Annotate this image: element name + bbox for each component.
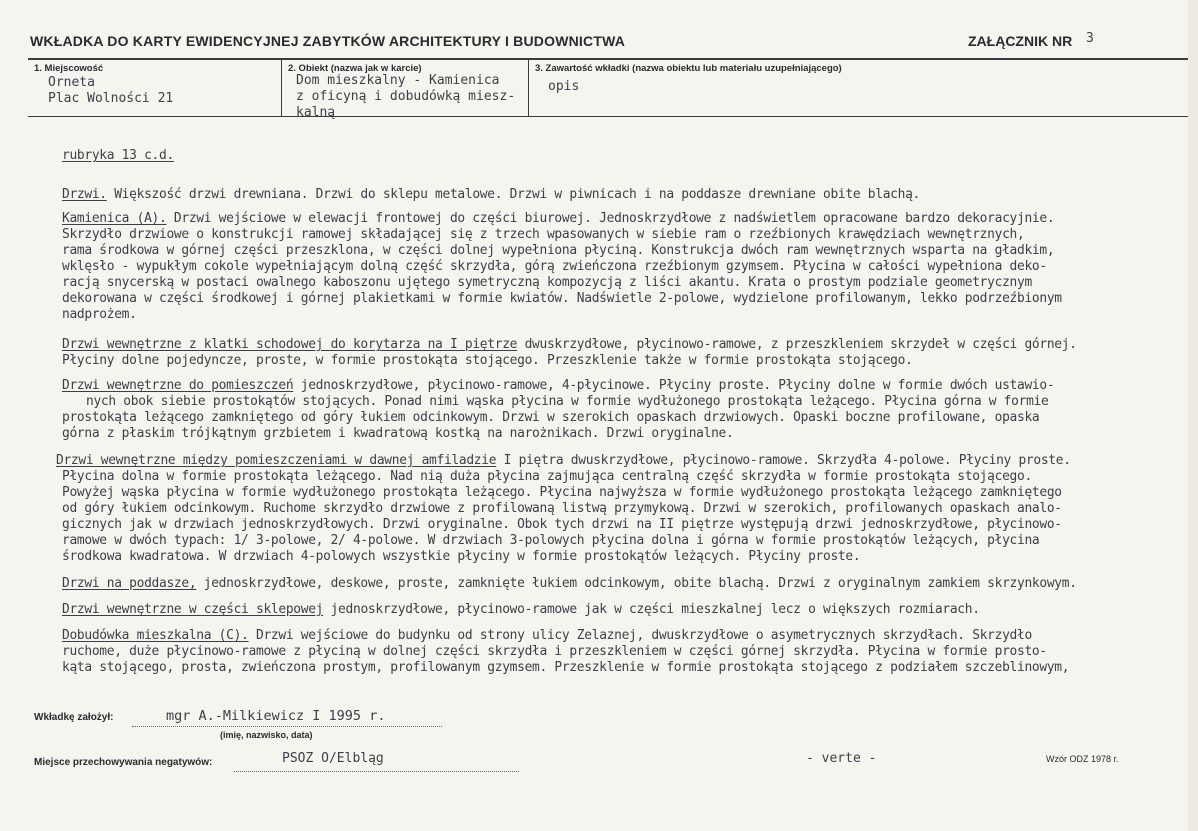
paragraph-annex-head: Dobudówka mieszkalna (C). <box>62 628 249 643</box>
author-hint: (imię, nazwisko, data) <box>220 730 313 740</box>
paragraph-enfilade-line-4: od góry łukiem odcinkowym. Ruchome skrzydło drzwiowe z profilowaną listwą przymykową. Drzwi w szerokich, profilowanych opaskach analo- <box>62 501 1062 516</box>
field-divider-1 <box>281 59 282 116</box>
paragraph-enfilade-text-1: I piętra dwuskrzydłowe, płycinowo-ramowe. Skrzydła 4-polowe. Płyciny proste. <box>496 453 1071 468</box>
place-line1: Orneta <box>48 75 95 90</box>
paragraph-annex-line-2: ruchome, duże płycinowo-ramowe z płyciną w dolnej części skrzydła i przeszkleniem w części górnej skrzydła. Płycina w formie prosto- <box>62 644 1047 659</box>
paragraph-enfilade-head: Drzwi wewnętrzne między pomieszczeniami w dawnej amfiladzie <box>56 453 497 468</box>
paragraph-tenement-line-5: racją snycerską w postaci owalnego kaboszonu ujętego symetryczną kompozycją z liści akantu. Krata o prostym podziale geometrycznym <box>62 275 1032 290</box>
author-value: mgr A.-Milkiewicz I 1995 r. <box>166 708 386 724</box>
paragraph-tenement-line-2: Skrzydło drzwiowe o konstrukcji ramowej składającej się z trzech wpasowanych w siebie ram o rzeźbionych krawędziach wewnętrznych, <box>62 227 1025 242</box>
paragraph-tenement-text-1: Drzwi wejściowe w elewacji frontowej do części biurowej. Jednoskrzydłowe z nadświetlem opracowane bardzo dekoracyjnie. <box>166 211 1055 226</box>
paragraph-staircase-line-1 <box>62 337 1077 352</box>
paragraph-tenement-line-4: wklęsło - wypukłym cokole wypełniającym dolną część skrzydła, górą zwieńczona rzeźbionym gzymsem. Płycina w całości wypełniona deko- <box>62 259 1047 274</box>
storage-label: Miejsce przechowywania negatywów: <box>34 757 213 768</box>
paragraph-staircase-line-2: Płyciny dolne pojedyncze, proste, w formie prostokąta stojącego. Przeszklenie także w formie prostokąta stojącego. <box>62 353 913 368</box>
object-line3: kalną <box>296 105 336 120</box>
paragraph-attic <box>62 576 1077 591</box>
paragraph-doors-text: Większość drzwi drewniana. Drzwi do sklepu metalowe. Drzwi w piwnicach i na poddasze drewniane obite blachą. <box>106 187 920 202</box>
paragraph-attic-head: Drzwi na poddasze, <box>62 576 197 591</box>
paragraph-enfilade-line-7: środkowa kwadratowa. W drzwiach 4-polowych wszystkie płyciny w formie prostokątów leżących. Płyciny proste. <box>62 549 861 564</box>
contents-value: opis <box>548 79 580 94</box>
paragraph-annex-text-1: Drzwi wejściowe do budynku od strony ulicy Zelaznej, dwuskrzydłowe o asymetrycznych skrzydłach. Skrzydło <box>248 628 1032 643</box>
paragraph-tenement-head: Kamienica (A). <box>62 211 167 226</box>
paragraph-enfilade-line-1 <box>56 453 1071 468</box>
object-line2: z oficyną i dobudówką miesz- <box>296 89 516 104</box>
paragraph-staircase-text-1: dwuskrzydłowe, płycinowo-ramowe, z przeszkleniem skrzydeł w części górnej. <box>517 337 1077 352</box>
form-reference: Wzór ODZ 1978 r. <box>1046 754 1119 764</box>
paragraph-rooms-text-1: jednoskrzydłowe, płycinowo-ramowe, 4-płycinowe. Płyciny proste. Płyciny dolne w formie dwóch ustawio- <box>293 378 1055 393</box>
annex-label: ZAŁĄCZNIK NR <box>968 33 1073 49</box>
paragraph-staircase-head: Drzwi wewnętrzne z klatki schodowej do korytarza na I piętrze <box>62 337 518 352</box>
place-label: 1. Miejscowość <box>34 63 104 74</box>
paragraph-rooms-line-3: prostokąta leżącego zamkniętego od góry łukiem odcinkowym. Drzwi w szerokich opaskach drzwiowych. Opaski boczne profilowane, opaska <box>62 410 1040 425</box>
paragraph-tenement-line-6: dekorowana w części środkowej i górnej plakietkami w formie kwiatów. Nadświetle 2-polowe, wydzielone profilowanym, lekko podrzeźbionym <box>62 291 1062 306</box>
paragraph-doors <box>62 187 920 202</box>
storage-dotted-line <box>234 771 519 772</box>
author-dotted-line <box>132 726 442 727</box>
form-title: WKŁADKA DO KARTY EWIDENCYJNEJ ZABYTKÓW ARCHITEKTURY I BUDOWNICTWA <box>30 33 626 49</box>
paragraph-rooms-line-2: nych obok siebie prostokątów stojących. Ponad nimi wąska płycina w formie wydłużonego prostokąta leżącego. Płycina górna w formie <box>86 394 1049 409</box>
card-edge <box>1188 0 1198 831</box>
paragraph-enfilade-line-2: Płycina dolna w formie prostokąta leżącego. Nad nią duża płycina zajmująca centralną część skrzydła w formie prostokąta stojącego. <box>62 469 1032 484</box>
paragraph-enfilade-line-3: Powyżej wąska płycina w formie wydłużonego prostokąta leżącego. Płycina najwyższa w formie wydłużonego prostokąta leżącego zamkniętego <box>62 485 1062 500</box>
paragraph-rooms-line-1 <box>62 378 1054 393</box>
paragraph-doors-head: Drzwi. <box>62 187 107 202</box>
object-label: 2. Obiekt (nazwa jak w karcie) <box>288 63 422 74</box>
paragraph-rooms-head: Drzwi wewnętrzne do pomieszczeń <box>62 378 294 393</box>
paragraph-tenement-line-1 <box>62 211 1054 226</box>
paragraph-shop <box>62 602 980 617</box>
paragraph-enfilade-line-6: ramowe w dwóch typach: 1/ 3-polowe, 2/ 4-polowe. W drzwiach 3-polowych płycina dolna i górna w formie prostokątów leżących, płycina <box>62 533 1040 548</box>
author-label: Wkładkę założył: <box>34 712 114 723</box>
paragraph-annex-line-1 <box>62 628 1032 643</box>
field-divider-2 <box>528 59 529 116</box>
paragraph-rooms-line-4: górna z płaskim trójkątnym grzbietem i kwadratową kostką na narożnikach. Drzwi oryginalne. <box>62 426 734 441</box>
storage-value: PSOZ O/Elbląg <box>282 751 384 766</box>
rubric-heading: rubryka 13 c.d. <box>62 148 174 163</box>
contents-label: 3. Zawartość wkładki (nazwa obiektu lub materiału uzupełniającego) <box>535 63 842 74</box>
annex-number: 3 <box>1086 31 1094 46</box>
verte-note: - verte - <box>806 751 877 766</box>
header-rule <box>28 58 1198 60</box>
fields-bottom-rule <box>28 116 1198 117</box>
paragraph-attic-text: jednoskrzydłowe, deskowe, proste, zamknięte łukiem odcinkowym, obite blachą. Drzwi z oryginalnym zamkiem skrzynkowym. <box>196 576 1077 591</box>
place-line2: Plac Wolności 21 <box>48 91 174 106</box>
paragraph-annex-line-3: kąta stojącego, prosta, zwieńczona prostym, profilowanym gzymsem. Przeszklenie w formie prostokąta stojącego z podziałem szczeblinowym, <box>62 660 1070 675</box>
paragraph-shop-head: Drzwi wewnętrzne w części sklepowej <box>62 602 324 617</box>
paragraph-shop-text: jednoskrzydłowe, płycinowo-ramowe jak w części mieszkalnej lecz o większych rozmiarach. <box>323 602 980 617</box>
paragraph-enfilade-line-5: gicznych jak w drzwiach jednoskrzydłowych. Drzwi oryginalne. Obok tych drzwi na II piętrze występują drzwi jednoskrzydłowe, płycinowo- <box>62 517 1062 532</box>
paragraph-tenement-line-7: nadprożem. <box>62 307 137 322</box>
object-line1: Dom mieszkalny - Kamienica <box>296 73 500 88</box>
paragraph-tenement-line-3: rama środkowa w górnej części przeszklona, w części dolnej wypełniona płyciną. Konstrukcja dwóch ram wewnętrznych wsparta na gładkim, <box>62 243 1055 258</box>
